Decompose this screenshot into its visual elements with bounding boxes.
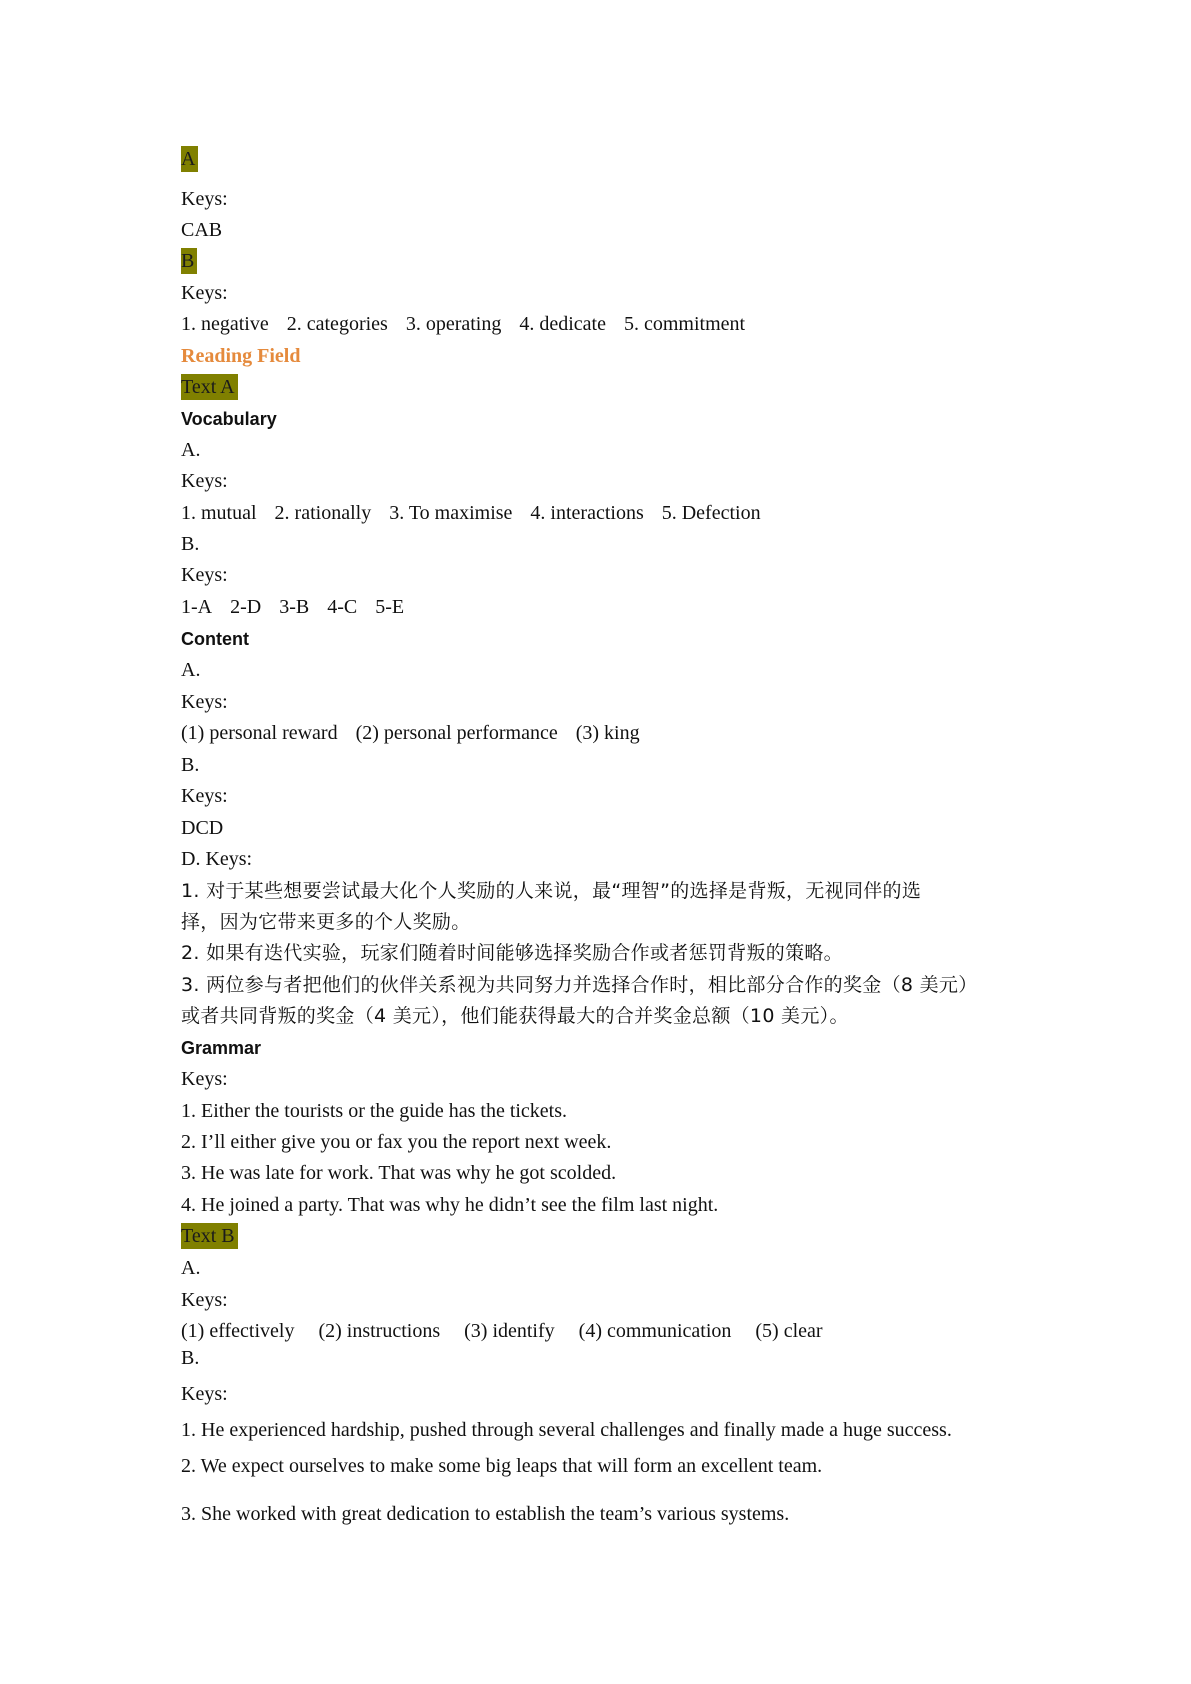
key-item: 1. negative [181, 313, 269, 335]
part-b: B. [181, 1347, 200, 1369]
key-item: 5-E [375, 596, 405, 618]
key-item: 1-A [181, 596, 213, 618]
vocab-keys-1 [181, 311, 745, 337]
key-item: 4-C [327, 596, 358, 618]
translation-key-2: 2. We expect ourselves to make some big leaps that will form an excellent team. [181, 1455, 823, 1477]
keys-label: Keys: [181, 1383, 228, 1405]
part-b: B. [181, 754, 200, 776]
translation-2: 2. 如果有迭代实验，玩家们随着时间能够选择奖励合作或者惩罚背叛的策略。 [181, 942, 843, 964]
key-item: 2. categories [286, 313, 388, 335]
translation-key-3: 3. She worked with great dedication to establish the team’s various systems. [181, 1503, 790, 1525]
key-item: (2) personal performance [355, 722, 558, 744]
key-item: (3) king [575, 722, 640, 744]
part-d-keys: D. Keys: [181, 848, 253, 870]
grammar-key-2: 2. I’ll either give you or fax you the report next week. [181, 1131, 612, 1153]
key-item: (4) communication [578, 1320, 732, 1342]
key-item: 4. interactions [530, 502, 644, 524]
heading-grammar: Grammar [181, 1038, 262, 1058]
highlight: Text B [181, 1223, 238, 1249]
matching-keys [181, 594, 404, 620]
keys-label: Keys: [181, 1289, 228, 1311]
translation-1b: 择，因为它带来更多的个人奖励。 [181, 911, 471, 933]
keys-label: Keys: [181, 470, 228, 492]
key-item: 2-D [230, 596, 262, 618]
keys-label: Keys: [181, 785, 228, 807]
heading-vocabulary: Vocabulary [181, 409, 277, 429]
key-item: 3. To maximise [389, 502, 513, 524]
key-item: 5. Defection [661, 502, 761, 524]
key-item: 4. dedicate [519, 313, 606, 335]
highlight: A [181, 146, 198, 172]
part-a: A. [181, 439, 201, 461]
content-keys [181, 720, 640, 746]
text-b-keys [181, 1318, 823, 1344]
keys-label: Keys: [181, 188, 228, 210]
translation-3b: 或者共同背叛的奖金（4 美元），他们能获得最大的合并奖金总额（10 美元）。 [181, 1005, 849, 1027]
text-b-label [181, 1223, 238, 1249]
heading-content: Content [181, 629, 249, 649]
highlight: B [181, 248, 197, 274]
translation-1a: 1. 对于某些想要尝试最大化个人奖励的人来说，最“理智”的选择是背叛，无视同伴的选 [181, 880, 922, 902]
key-item: 5. commitment [623, 313, 746, 335]
keys-label: Keys: [181, 1068, 228, 1090]
answer-dcd: DCD [181, 817, 224, 839]
grammar-key-4: 4. He joined a party. That was why he didn’t see the film last night. [181, 1194, 719, 1216]
translation-3a: 3. 两位参与者把他们的伙伴关系视为共同努力并选择合作时，相比部分合作的奖金（8 美元） [181, 974, 978, 996]
grammar-key-1: 1. Either the tourists or the guide has the tickets. [181, 1100, 568, 1122]
key-item: (1) personal reward [181, 722, 338, 744]
vocab-keys-2 [181, 500, 761, 526]
key-item: (2) instructions [318, 1320, 441, 1342]
keys-label: Keys: [181, 564, 228, 586]
section-b-label [181, 248, 197, 274]
heading-reading-field: Reading Field [181, 345, 301, 367]
key-item: 3. operating [405, 313, 502, 335]
keys-label: Keys: [181, 691, 228, 713]
part-b: B. [181, 533, 200, 555]
grammar-key-3: 3. He was late for work. That was why he got scolded. [181, 1162, 617, 1184]
key-item: 3-B [279, 596, 310, 618]
text-a-label [181, 374, 238, 400]
translation-key-1: 1. He experienced hardship, pushed through several challenges and finally made a huge success. [181, 1419, 952, 1441]
highlight: Text A [181, 374, 238, 400]
key-item: 2. rationally [274, 502, 372, 524]
keys-label: Keys: [181, 282, 228, 304]
key-item: 1. mutual [181, 502, 257, 524]
part-a: A. [181, 659, 201, 681]
key-item: (5) clear [755, 1320, 823, 1342]
part-a: A. [181, 1257, 201, 1279]
key-item: (1) effectively [181, 1320, 295, 1342]
answer-cab: CAB [181, 219, 223, 241]
key-item: (3) identify [464, 1320, 555, 1342]
section-a-label [181, 146, 198, 172]
